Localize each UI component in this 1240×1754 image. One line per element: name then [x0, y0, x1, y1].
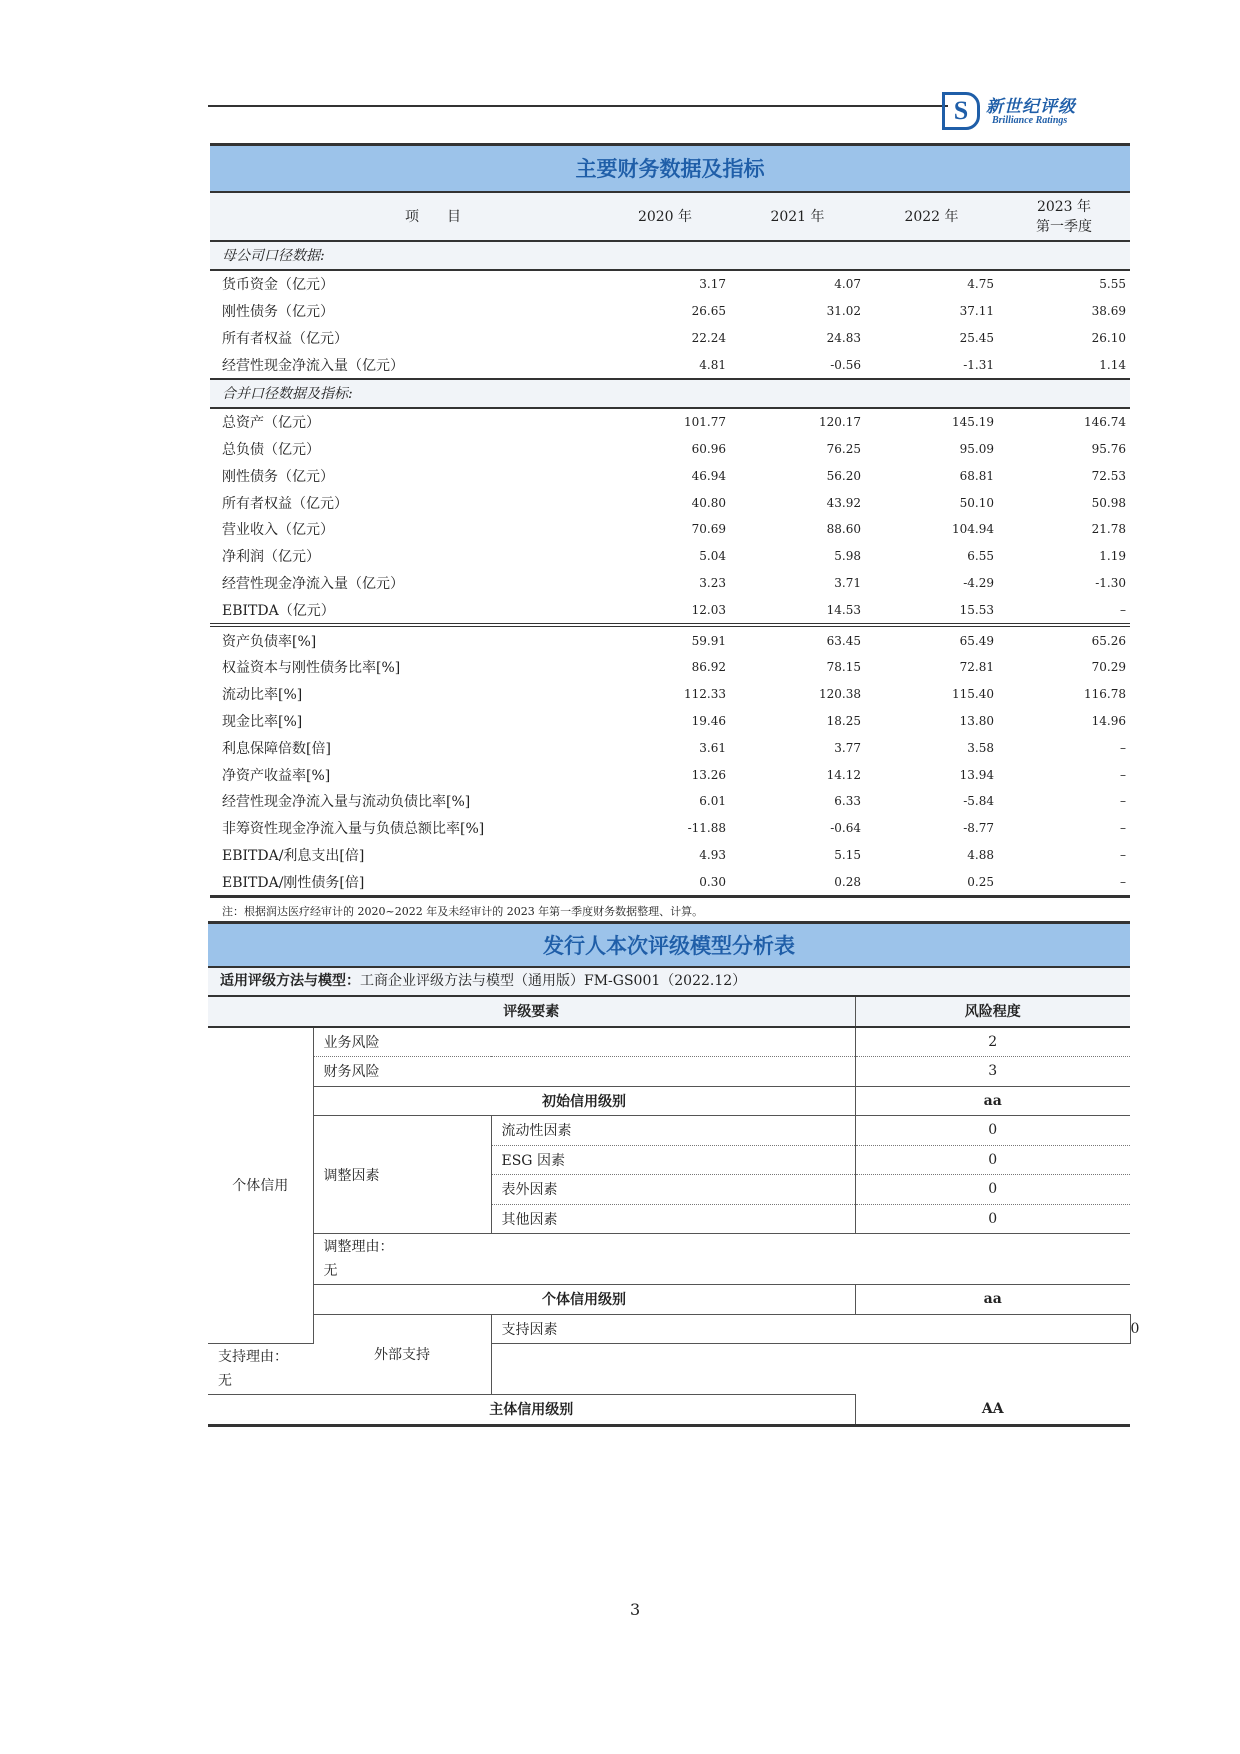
- item-label: 权益资本与刚性债务比率[%]: [222, 660, 401, 677]
- value-cell: 4.07: [834, 277, 861, 292]
- item-label: 非筹资性现金净流入量与负债总额比率[%]: [222, 821, 485, 838]
- value-cell: 95.09: [959, 441, 994, 456]
- value-cell: 12.03: [600, 596, 730, 625]
- value-cell: 4.75: [967, 277, 994, 292]
- value-cell: 4.88: [967, 847, 994, 862]
- item-label: 利息保障倍数[倍]: [222, 740, 331, 757]
- value-cell: 40.80: [691, 495, 726, 510]
- value-cell: -1.31: [963, 357, 994, 372]
- value-cell: 146.74: [1084, 415, 1126, 430]
- section-label: 母公司口径数据:: [210, 241, 1130, 270]
- adj-liquidity-value: 0: [855, 1116, 1130, 1146]
- value-cell: 14.53: [730, 596, 865, 625]
- financial-risk-value: 3: [855, 1057, 1130, 1087]
- value-cell: 0.28: [730, 868, 865, 896]
- table-row: [210, 436, 1130, 463]
- value-cell: 1.14: [1099, 357, 1126, 372]
- support-factor: 支持因素: [491, 1314, 1130, 1344]
- table-row: [210, 842, 1130, 869]
- value-cell: 1.19: [1099, 549, 1126, 564]
- table-header: [208, 997, 1130, 1027]
- col-2022: 2022 年: [865, 193, 998, 241]
- value-cell: 50.98: [1091, 495, 1126, 510]
- col-2023q1: 2023 年 第一季度: [998, 193, 1130, 241]
- value-cell: 88.60: [826, 522, 861, 537]
- table-row: [210, 788, 1130, 815]
- item-label: EBITDA/利息支出[倍]: [222, 847, 365, 864]
- method-row: [208, 968, 1130, 997]
- value-cell: 13.80: [959, 713, 994, 728]
- adj-offbalance-value: 0: [855, 1175, 1130, 1205]
- adjust-factors-label: 调整因素: [313, 1116, 491, 1234]
- table-row: [210, 625, 1130, 654]
- value-cell: 26.65: [691, 303, 726, 318]
- adj-liquidity: 流动性因素: [491, 1116, 855, 1146]
- value-cell: -8.77: [963, 821, 994, 836]
- table-row: [210, 596, 1130, 625]
- value-cell: 5.98: [834, 549, 861, 564]
- table-note: 注：根据润达医疗经审计的 2020~2022 年及未经审计的 2023 年第一季度财务数据整理、计算。: [210, 898, 1130, 924]
- value-cell: 38.69: [1091, 303, 1126, 318]
- value-cell: 65.49: [959, 633, 994, 648]
- item-label: 净资产收益率[%]: [222, 767, 331, 784]
- method-value: 工商企业评级方法与模型（通用版）FM-GS001（2022.12）: [360, 973, 747, 989]
- item-label: 总资产（亿元）: [222, 415, 320, 432]
- value-cell: 70.69: [691, 522, 726, 537]
- item-label: 总负债（亿元）: [222, 441, 320, 458]
- value-cell: 0.25: [865, 868, 998, 896]
- value-cell: 72.53: [1091, 468, 1126, 483]
- value-cell: 46.94: [691, 468, 726, 483]
- value-cell: –: [1120, 794, 1126, 809]
- table-row: [210, 543, 1130, 570]
- value-cell: –: [1120, 847, 1126, 862]
- value-cell: –: [998, 596, 1130, 625]
- value-cell: 72.81: [959, 660, 994, 675]
- col-factor: 评级要素: [208, 997, 855, 1027]
- item-label: 净利润（亿元）: [222, 549, 320, 566]
- item-label: 流动比率[%]: [222, 687, 303, 704]
- table-row: [210, 734, 1130, 761]
- financial-table: [210, 143, 1130, 924]
- value-cell: –: [1120, 821, 1126, 836]
- value-cell: –: [998, 868, 1130, 896]
- value-cell: -11.88: [687, 821, 726, 836]
- col-item: 项 目: [210, 193, 600, 241]
- value-cell: 22.24: [691, 330, 726, 345]
- adj-esg-value: 0: [855, 1145, 1130, 1175]
- value-cell: 145.19: [952, 415, 994, 430]
- financial-risk: 财务风险: [313, 1057, 855, 1087]
- adjust-reason: 调整理由： 无: [313, 1234, 1130, 1285]
- table-row: [210, 489, 1130, 516]
- value-cell: 86.92: [691, 660, 726, 675]
- value-cell: 60.96: [691, 441, 726, 456]
- item-label: 营业收入（亿元）: [222, 522, 334, 539]
- value-cell: -5.84: [963, 794, 994, 809]
- section-row: [210, 241, 1130, 270]
- value-cell: -1.30: [1095, 575, 1126, 590]
- financial-table-title: 主要财务数据及指标: [210, 143, 1130, 193]
- value-cell: 50.10: [959, 495, 994, 510]
- table-row: [210, 654, 1130, 681]
- value-cell: 13.26: [691, 767, 726, 782]
- value-cell: 112.33: [684, 687, 726, 702]
- value-cell: 26.10: [1091, 330, 1126, 345]
- value-cell: 21.78: [1091, 522, 1126, 537]
- value-cell: 0.30: [600, 868, 730, 896]
- rating-model-table: 发行人本次评级模型分析表 适用评级方法与模型：工商企业评级方法与模型（通用版）FM-GS001（2022.12） 评级要素 风险程度 个体信用 业务风险 2 财务风险 3 初始信用级别 aa 调整因素 流动性因素 0 ESG 因素 0 表外因素 0 其他因素 0 调整理由： 无 个体信用级别 aa 外部支持 支持因素 0 支持理由： 无 主体信用级别 AA: [208, 921, 1130, 1427]
- value-cell: 5.04: [699, 549, 726, 564]
- table-row: [210, 708, 1130, 735]
- external-support-label: 外部支持: [313, 1314, 491, 1395]
- method-label: 适用评级方法与模型：: [220, 973, 360, 989]
- value-cell: 63.45: [826, 633, 861, 648]
- value-cell: 14.12: [826, 767, 861, 782]
- item-label: 刚性债务（亿元）: [222, 303, 334, 320]
- col-2021: 2021 年: [730, 193, 865, 241]
- value-cell: 56.20: [826, 468, 861, 483]
- value-cell: 3.58: [967, 740, 994, 755]
- item-label: EBITDA（亿元）: [210, 596, 600, 625]
- table-row: [210, 270, 1130, 298]
- value-cell: -0.56: [830, 357, 861, 372]
- item-label: 经营性现金净流入量（亿元）: [222, 357, 404, 374]
- value-cell: 5.55: [1099, 277, 1126, 292]
- value-cell: 5.15: [834, 847, 861, 862]
- item-label: 刚性债务（亿元）: [222, 468, 334, 485]
- adj-other: 其他因素: [491, 1204, 855, 1234]
- item-label: 资产负债率[%]: [222, 633, 317, 650]
- value-cell: 43.92: [826, 495, 861, 510]
- value-cell: 3.17: [699, 277, 726, 292]
- value-cell: 76.25: [826, 441, 861, 456]
- value-cell: 6.33: [834, 794, 861, 809]
- business-risk-value: 2: [855, 1027, 1130, 1057]
- final-level: 主体信用级别: [208, 1395, 855, 1426]
- value-cell: 101.77: [684, 415, 726, 430]
- adj-other-value: 0: [855, 1204, 1130, 1234]
- value-cell: 18.25: [826, 713, 861, 728]
- value-cell: 3.71: [834, 575, 861, 590]
- value-cell: 14.96: [1091, 713, 1126, 728]
- table-row: [210, 681, 1130, 708]
- adj-esg: ESG 因素: [491, 1145, 855, 1175]
- col-risk: 风险程度: [855, 997, 1130, 1027]
- value-cell: 19.46: [691, 713, 726, 728]
- business-risk: 业务风险: [313, 1027, 855, 1057]
- table-row: [210, 868, 1130, 896]
- item-label: 经营性现金净流入量与流动负债比率[%]: [222, 794, 471, 811]
- brilliance-ratings-logo: [942, 92, 1082, 134]
- value-cell: -0.64: [830, 821, 861, 836]
- value-cell: 70.29: [1091, 660, 1126, 675]
- value-cell: 3.61: [699, 740, 726, 755]
- value-cell: 4.81: [699, 357, 726, 372]
- value-cell: 120.17: [819, 415, 861, 430]
- table-row: [210, 516, 1130, 543]
- value-cell: 95.76: [1091, 441, 1126, 456]
- value-cell: 6.01: [699, 794, 726, 809]
- individual-level-value: aa: [855, 1285, 1130, 1315]
- value-cell: 31.02: [826, 303, 861, 318]
- value-cell: 68.81: [959, 468, 994, 483]
- table-row: [210, 351, 1130, 379]
- value-cell: 4.93: [699, 847, 726, 862]
- table-header: [210, 193, 1130, 241]
- value-cell: -4.29: [963, 575, 994, 590]
- value-cell: 13.94: [959, 767, 994, 782]
- value-cell: 104.94: [952, 522, 994, 537]
- rating-model-title: 发行人本次评级模型分析表: [208, 921, 1130, 968]
- individual-level: 个体信用级别: [313, 1285, 855, 1315]
- value-cell: 15.53: [865, 596, 998, 625]
- table-row: [210, 324, 1130, 351]
- table-row: [210, 815, 1130, 842]
- table-row: [210, 761, 1130, 788]
- page-number: 3: [630, 1600, 641, 1619]
- col-2020: 2020 年: [600, 193, 730, 241]
- value-cell: 78.15: [826, 660, 861, 675]
- logo-en: Brilliance Ratings: [992, 115, 1068, 126]
- section-row: [210, 379, 1130, 408]
- value-cell: –: [1120, 740, 1126, 755]
- section-label: 合并口径数据及指标:: [210, 379, 1130, 408]
- value-cell: 24.83: [826, 330, 861, 345]
- logo-cn: 新世纪评级: [986, 97, 1076, 116]
- value-cell: 3.77: [834, 740, 861, 755]
- value-cell: 6.55: [967, 549, 994, 564]
- item-label: 货币资金（亿元）: [222, 277, 334, 294]
- item-label: EBITDA/刚性债务[倍]: [210, 868, 600, 896]
- table-row: [210, 462, 1130, 489]
- individual-credit-label: 个体信用: [208, 1027, 313, 1344]
- header-rule: [208, 105, 948, 107]
- value-cell: 3.23: [699, 575, 726, 590]
- value-cell: 25.45: [959, 330, 994, 345]
- adj-offbalance: 表外因素: [491, 1175, 855, 1205]
- item-label: 所有者权益（亿元）: [222, 330, 348, 347]
- item-label: 经营性现金净流入量（亿元）: [222, 575, 404, 592]
- item-label: 所有者权益（亿元）: [222, 495, 348, 512]
- table-row: [210, 298, 1130, 325]
- table-row: [210, 570, 1130, 597]
- value-cell: 116.78: [1084, 687, 1126, 702]
- initial-level: 初始信用级别: [313, 1086, 855, 1116]
- value-cell: 59.91: [691, 633, 726, 648]
- value-cell: 115.40: [952, 687, 994, 702]
- final-level-value: AA: [855, 1395, 1130, 1426]
- table-row: [210, 408, 1130, 436]
- value-cell: 120.38: [819, 687, 861, 702]
- item-label: 现金比率[%]: [222, 713, 303, 730]
- value-cell: 65.26: [1091, 633, 1126, 648]
- initial-level-value: aa: [855, 1086, 1130, 1116]
- value-cell: –: [1120, 767, 1126, 782]
- support-reason: 支持理由： 无: [208, 1344, 855, 1395]
- value-cell: 37.11: [959, 303, 994, 318]
- logo-mark-icon: S: [942, 92, 980, 130]
